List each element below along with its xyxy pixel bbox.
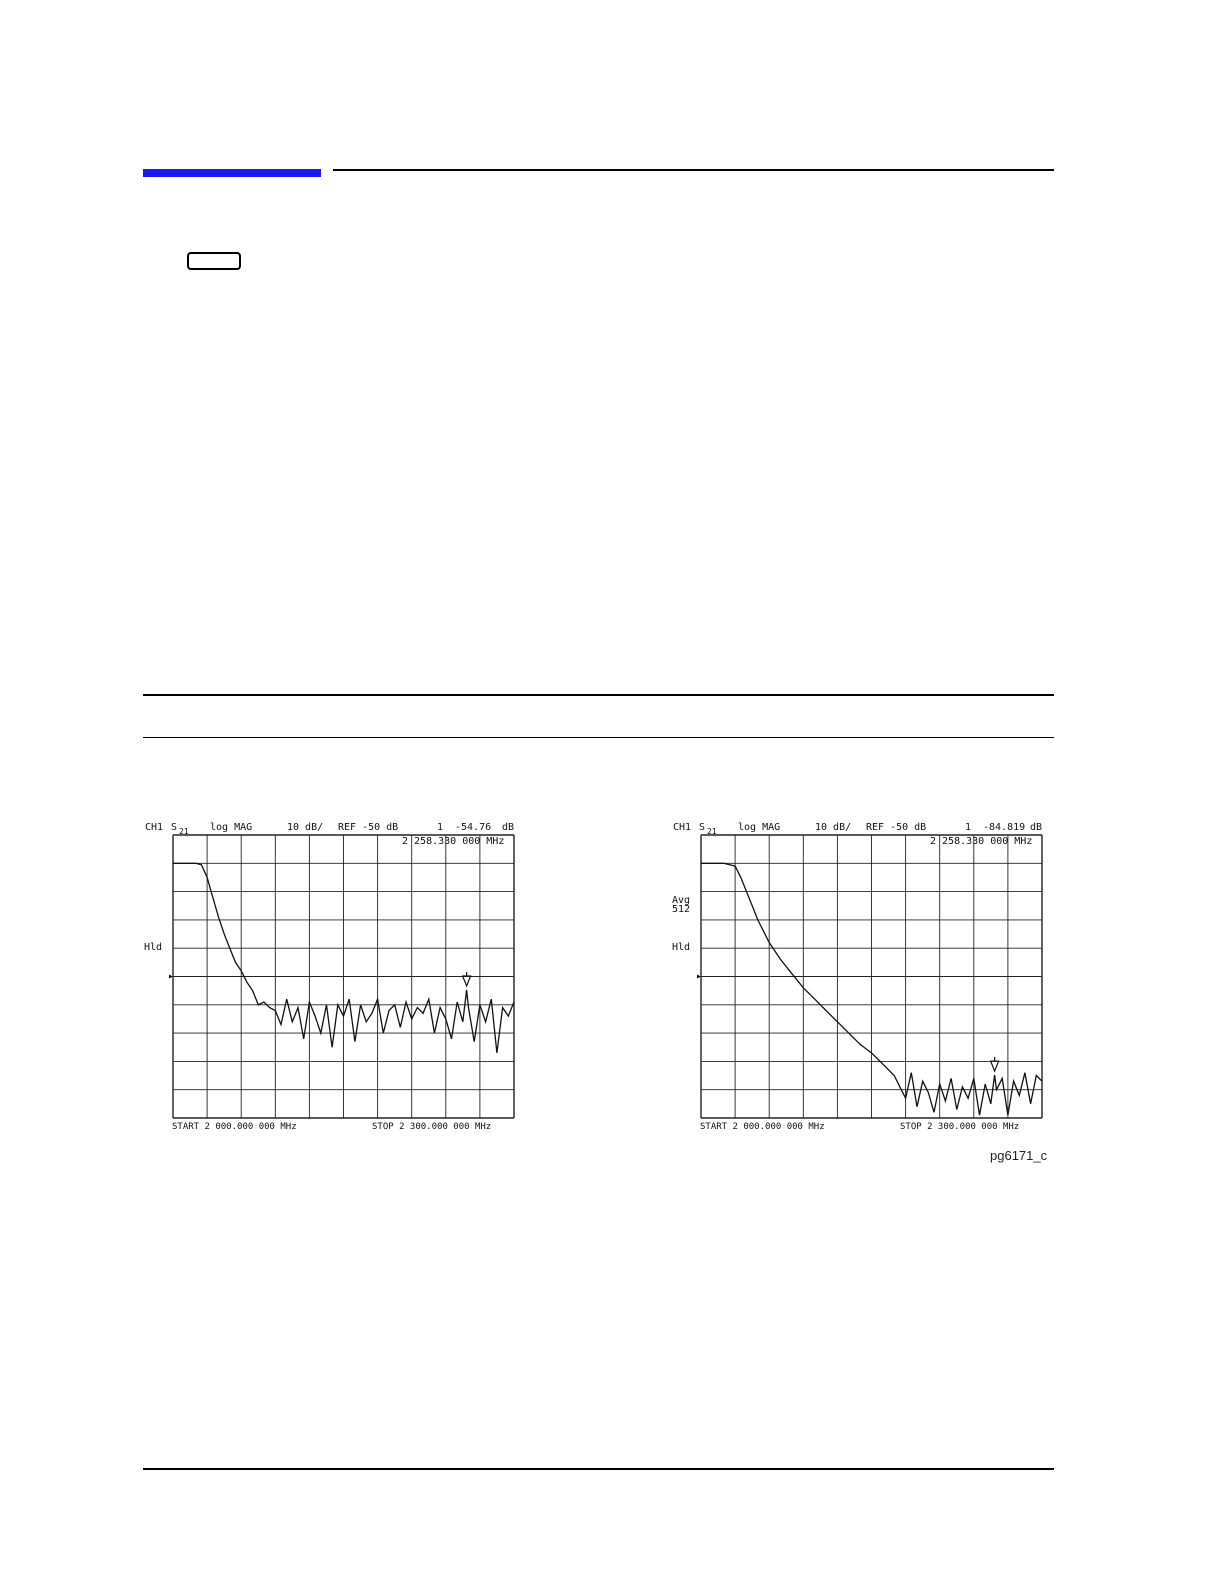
marker-frequency: 2 258.330 000 MHz (402, 836, 505, 847)
header-rule (333, 169, 1054, 171)
analyzer-plot-right (668, 815, 1058, 1135)
format-label: log MAG (210, 822, 253, 833)
front-panel-key-icon (187, 252, 241, 270)
stop-frequency: STOP 2 300.000 000 MHz (372, 1122, 492, 1132)
average-label: Avg (672, 895, 691, 906)
marker-value: -54.76 (455, 822, 492, 833)
marker-unit: dB (1030, 822, 1043, 833)
figure-rule-bottom (143, 737, 1054, 738)
figure-id: pg6171_c (990, 1148, 1048, 1163)
marker-icon (991, 1057, 999, 1071)
marker-unit: dB (502, 822, 515, 833)
format-label: log MAG (738, 822, 781, 833)
channel-label: CH1 (145, 822, 164, 833)
stop-frequency: STOP 2 300.000 000 MHz (900, 1122, 1020, 1132)
marker-frequency: 2 258.330 000 MHz (930, 836, 1033, 847)
marker-number: 1 (437, 822, 444, 833)
marker-value: -84.819 (983, 822, 1026, 833)
section-accent-bar (143, 169, 321, 177)
start-frequency: START 2 000.000 000 MHz (700, 1122, 825, 1132)
footer-rule (143, 1468, 1054, 1470)
plot-grid (701, 835, 1042, 1118)
analyzer-plot-left (140, 815, 530, 1135)
param-subscript: 21 (707, 827, 717, 836)
ref-label: REF -50 dB (338, 822, 399, 833)
start-frequency: START 2 000.000 000 MHz (172, 1122, 297, 1132)
scale-label: 10 dB/ (287, 822, 324, 833)
hold-label: Hld (144, 942, 163, 953)
marker-number: 1 (965, 822, 972, 833)
ref-label: REF -50 dB (866, 822, 927, 833)
average-count: 512 (672, 904, 691, 915)
param-label: S (699, 822, 706, 833)
scale-label: 10 dB/ (815, 822, 852, 833)
marker-icon (463, 972, 471, 986)
param-subscript: 21 (179, 827, 189, 836)
hold-label: Hld (672, 942, 691, 953)
param-label: S (171, 822, 178, 833)
figure-rule-top (143, 694, 1054, 696)
channel-label: CH1 (673, 822, 692, 833)
